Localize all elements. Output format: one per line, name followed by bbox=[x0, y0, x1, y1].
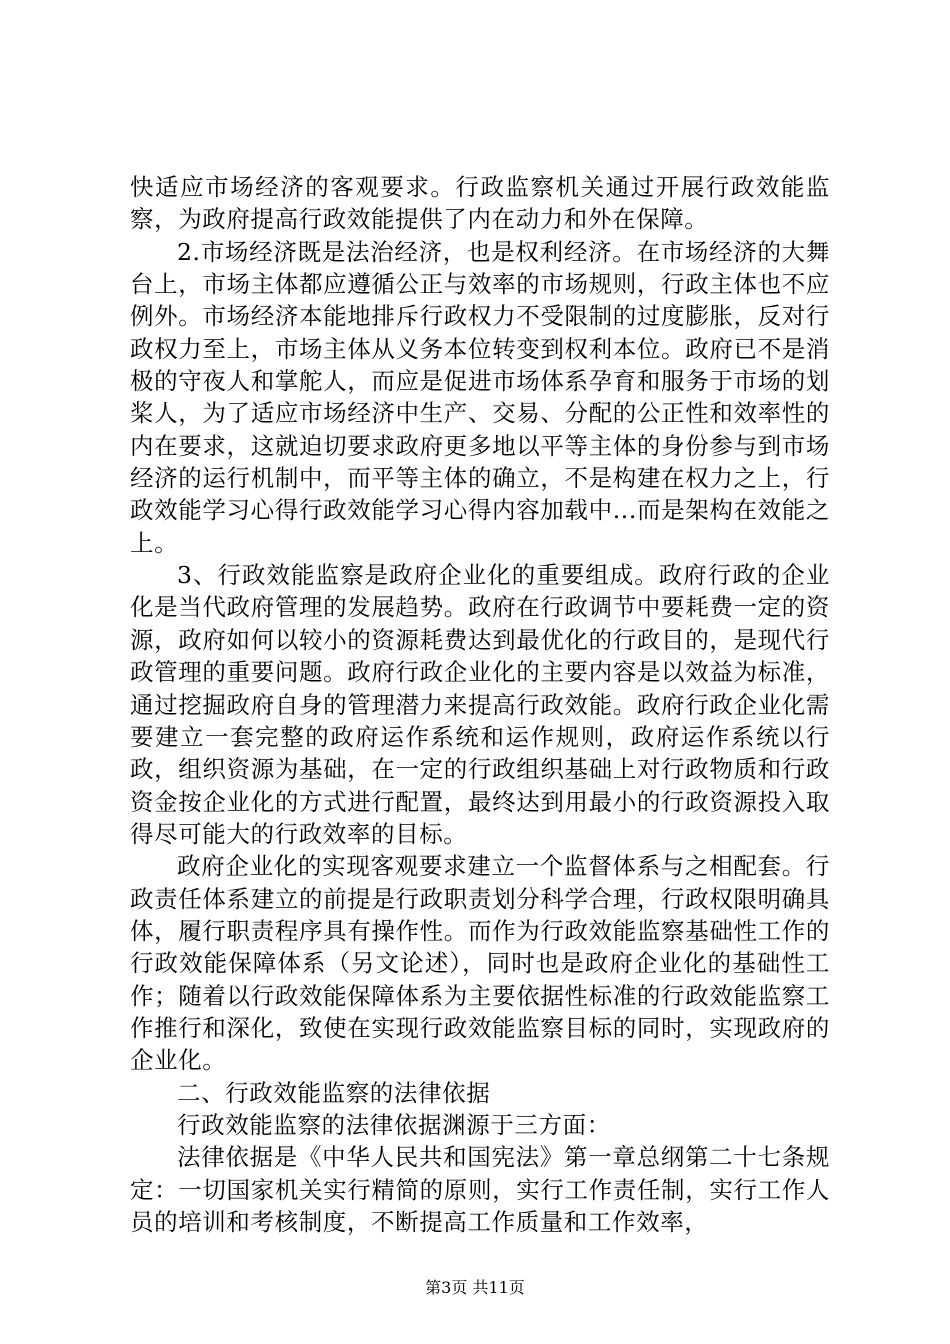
paragraph-5: 行政效能监察的法律依据渊源于三方面： bbox=[177, 1110, 611, 1139]
page-number-label: 第3页 共11页 bbox=[425, 1278, 525, 1297]
paragraph-3: 3、行政效能监察是政府企业化的重要组成。政府行政的企业化是当代政府管理的发展趋势。政府在行政调节中要耗费一定的资源，政府如何以较小的资源耗费达到最优化的行政目的，是现代行政管理的重要问题。政府行政企业化的主要内容是以效益为标准，通过挖掘政府自身的管理潜力来提高行政效能。政府行政企业化需要建立一套完整的政府运作系统和运作规则，政府运作系统以行政，组织资源为基础，在一定的行政组织基础上对行政物质和行政资金按企业化的方式进行配置，最终达到用最小的行政资源投入取得尽可能大的行政效率的目标。 bbox=[130, 561, 830, 848]
paragraph-6: 法律依据是《中华人民共和国宪法》第一章总纲第二十七条规定：一切国家机关实行精简的原则，实行工作责任制，实行工作人员的培训和考核制度，不断提高工作质量和工作效率， bbox=[130, 1143, 830, 1236]
paragraph-4: 政府企业化的实现客观要求建立一个监督体系与之相配套。行政责任体系建立的前提是行政职责划分科学合理，行政权限明确具体，履行职责程序具有操作性。而作为行政效能监察基础性工作的行政效能保障体系（另文论述），同时也是政府企业化的基础性工作；随着以行政效能保障体系为主要依据性标准的行政效能监察工作推行和深化，致使在实现行政效能监察目标的同时，实现政府的企业化。 bbox=[130, 852, 830, 1075]
section-heading: 二、行政效能监察的法律依据 bbox=[177, 1078, 491, 1107]
paragraph-1: 快适应市场经济的客观要求。行政监察机关通过开展行政效能监察，为政府提高行政效能提供了内在动力和外在保障。 bbox=[130, 173, 830, 234]
document-body bbox=[130, 171, 830, 1238]
paragraph-2: 2.市场经济既是法治经济，也是权利经济。在市场经济的大舞台上，市场主体都应遵循公正与效率的市场规则，行政主体也不应例外。市场经济本能地排斥行政权力不受限制的过度膨胀，反对行政权力至上，市场主体从义务本位转变到权利本位。政府已不是消极的守夜人和掌舵人，而应是促进市场体系孕育和服务于市场的划桨人，为了适应市场经济中生产、交易、分配的公正性和效率性的内在要求，这就迫切要求政府更多地以平等主体的身份参与到市场经济的运行机制中，而平等主体的确立，不是构建在权力之上，行政效能学习心得行政效能学习心得内容加载中...而是架构在效能之上。 bbox=[130, 237, 830, 557]
page-footer bbox=[0, 1278, 950, 1298]
